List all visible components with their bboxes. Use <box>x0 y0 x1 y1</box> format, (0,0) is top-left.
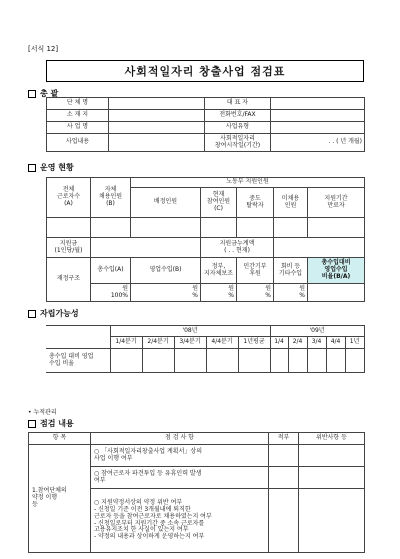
header-other-income: 회비 등 기타수입 <box>274 258 308 284</box>
value-q2-09[interactable] <box>288 349 307 373</box>
value-operating-ratio[interactable] <box>308 284 365 302</box>
section-self-reliance-label: 자립가능성 <box>40 309 79 318</box>
section-general-label: 총 괄 <box>40 89 59 98</box>
header-year-09: '09년 <box>270 326 364 337</box>
value-private-donation[interactable]: 원 % <box>237 284 274 302</box>
header-pass: 적부 <box>269 433 299 445</box>
section-self-reliance-heading <box>28 308 79 319</box>
table-row <box>46 349 364 373</box>
table-row <box>47 218 365 238</box>
value-current[interactable] <box>201 218 237 238</box>
check-item-dispatch: ○ 참여근로자 파견투입 등 유휴인력 발생 여부 <box>91 467 269 489</box>
header-avg-09: 1년 <box>345 337 364 349</box>
value-address[interactable] <box>109 110 205 122</box>
value-q3-08[interactable] <box>174 349 206 373</box>
page-title-text: 사회적일자리 창출사업 점검표 <box>124 65 286 78</box>
table-row <box>47 258 365 284</box>
label-finance: 재정구조 <box>47 258 91 302</box>
header-q1-09: 1/4 <box>270 337 288 349</box>
value-project-type[interactable] <box>271 122 365 134</box>
header-q2-08: 2/4분기 <box>142 337 174 349</box>
header-q4-08: 4/4분기 <box>206 337 238 349</box>
table-row <box>47 238 365 258</box>
label-support-amount: 지원금 (1인당/월) <box>47 238 91 258</box>
label-income-ratio: 총수입 대비 영업 수입 비율 <box>46 349 110 373</box>
label-project-name: 사 업 명 <box>47 122 109 134</box>
value-q2-08[interactable] <box>142 349 174 373</box>
header-q3-08: 3/4분기 <box>174 337 206 349</box>
section-inspection-label: 점검 내용 <box>40 419 74 428</box>
section-operation-label: 운영 현황 <box>40 163 74 172</box>
label-support-total: 지원금누계액 ( . . 현재) <box>201 238 274 258</box>
header-total-workers: 전체 근로자수 (A) <box>47 178 91 218</box>
header-gov-subsidy: 정부, 지자체보조 <box>201 258 237 284</box>
check-item-plan: ○ 「사회적일자리창출사업 계획서」상의 사업 이행 여부 <box>91 445 269 467</box>
table-row <box>47 134 365 152</box>
violation-item-plan[interactable] <box>299 445 365 467</box>
table-row <box>47 122 365 134</box>
value-q4-08[interactable] <box>206 349 238 373</box>
value-unhired[interactable] <box>274 218 308 238</box>
self-reliance-table <box>46 325 365 373</box>
value-q3-09[interactable] <box>307 349 326 373</box>
checkbox-square-icon <box>28 310 36 318</box>
page-title <box>46 60 364 82</box>
label-project-type: 사업유형 <box>205 122 271 134</box>
value-org-name[interactable] <box>109 98 205 110</box>
value-project-content[interactable] <box>109 134 205 152</box>
table-row <box>47 110 365 122</box>
checkbox-square-icon <box>28 90 36 98</box>
value-operating-income[interactable]: 원 % <box>131 284 201 302</box>
header-avg-08: 1년평균 <box>238 337 270 349</box>
table-row <box>47 178 365 188</box>
inspection-table <box>28 432 365 553</box>
section-operation-heading <box>28 162 74 173</box>
cumulative-note: • 누적관리 <box>28 409 57 416</box>
label-project-content: 사업내용 <box>47 134 109 152</box>
value-q4-09[interactable] <box>326 349 345 373</box>
violation-item-dispatch[interactable] <box>299 467 365 489</box>
pass-item-dispatch[interactable] <box>269 467 299 489</box>
label-representative: 대 표 자 <box>205 98 271 110</box>
pass-item-plan[interactable] <box>269 445 299 467</box>
value-project-name[interactable] <box>109 122 205 134</box>
value-q1-08[interactable] <box>110 349 142 373</box>
header-operating-income: 영업수입(B) <box>131 258 201 284</box>
header-dropout: 중도 탈락자 <box>237 188 274 218</box>
header-current: 현재 참여인원 (C) <box>201 188 237 218</box>
value-assigned[interactable] <box>131 218 201 238</box>
section-inspection-heading <box>28 418 74 429</box>
value-support-total[interactable] <box>274 238 365 258</box>
header-labor-support: 노동부 지원인원 <box>131 178 365 188</box>
header-assigned: 배정인원 <box>131 188 201 218</box>
header-self-hired: 자체 채용인원 (B) <box>91 178 131 218</box>
check-item-agreement: ○ 지원약정서상의 약정 위반 여부 - 신청일 기준 이전 3개월내에 퇴직한 근로자 등을 참여근로자로 채용하였는지 여부 - 신청일로부터 지원기간 중 소속 근로자를 고용유지조치 한 사실이 있는지 여부 - 약정의 내용과 상이하게 운영하는지 여부 <box>91 489 269 553</box>
header-expired: 지원기간 만료자 <box>308 188 365 218</box>
header-q4-09: 4/4 <box>326 337 345 349</box>
value-avg-09[interactable] <box>345 349 364 373</box>
value-start-date[interactable]: . . ( 년 개월) <box>271 134 365 152</box>
value-representative[interactable] <box>271 98 365 110</box>
header-q2-09: 2/4 <box>288 337 307 349</box>
header-operating-ratio: 총수입대비 영업수입 비율(B/A) <box>308 258 365 284</box>
value-avg-08[interactable] <box>238 349 270 373</box>
label-address: 소 재 지 <box>47 110 109 122</box>
header-item: 항 목 <box>29 433 91 445</box>
value-dropout[interactable] <box>237 218 274 238</box>
checkbox-square-icon <box>28 164 36 172</box>
header-unhired: 미채용 인원 <box>274 188 308 218</box>
value-gov-subsidy[interactable]: 원 % <box>201 284 237 302</box>
form-code: [서식 12] <box>28 45 59 53</box>
value-other-income[interactable]: 원 % <box>274 284 308 302</box>
value-support-amount[interactable] <box>91 238 201 258</box>
table-row <box>47 98 365 110</box>
value-q1-09[interactable] <box>270 349 288 373</box>
label-phone-fax: 전화번호/FAX <box>205 110 271 122</box>
operation-table <box>46 177 365 302</box>
header-check: 점 검 사 항 <box>91 433 269 445</box>
value-self-hired[interactable] <box>91 218 131 238</box>
label-org-name: 단 체 명 <box>47 98 109 110</box>
general-table <box>46 97 365 152</box>
header-q3-09: 3/4 <box>307 337 326 349</box>
value-total-workers[interactable] <box>47 218 91 238</box>
header-q1-08: 1/4분기 <box>110 337 142 349</box>
table-row <box>47 284 365 302</box>
value-expired[interactable] <box>308 218 365 238</box>
value-phone-fax[interactable] <box>271 110 365 122</box>
label-start-date: 사회적일자리 창여시작일(기간) <box>205 134 271 152</box>
table-row <box>46 326 364 337</box>
header-violation: 위반사항 등 <box>299 433 365 445</box>
header-total-income: 총수입(A) <box>91 258 131 284</box>
corner-cell <box>46 326 110 349</box>
checkbox-square-icon <box>28 420 36 428</box>
pass-item-agreement[interactable] <box>269 489 299 553</box>
table-row <box>29 445 365 467</box>
header-year-08: '08년 <box>110 326 270 337</box>
header-private-donation: 민간기부 후원 <box>237 258 274 284</box>
category-agreement: 1.참여단체의 약정 이행 등 <box>29 445 91 553</box>
value-total-income[interactable]: 원 100% <box>91 284 131 302</box>
violation-item-agreement[interactable] <box>299 489 365 553</box>
table-row <box>29 433 365 445</box>
